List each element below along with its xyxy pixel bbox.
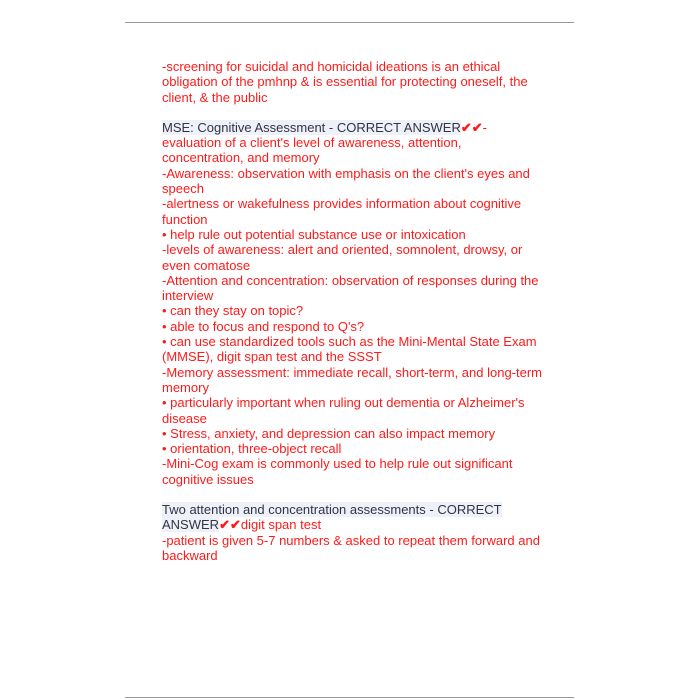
mse-answer-line: memory: [162, 379, 209, 395]
page-top-rule: [125, 22, 574, 23]
intro-line: client, & the public: [162, 89, 268, 105]
mse-answer-line: -alertness or wakefulness provides information about cognitive: [162, 196, 522, 212]
mse-answer-line: function: [162, 211, 208, 227]
mse-answer-line: -Attention and concentration: observation of responses during the: [162, 272, 539, 288]
mse-answer-line: disease: [162, 410, 207, 426]
mse-answer-line: • help rule out potential substance use or intoxication: [162, 226, 466, 242]
mse-answer-line: -Awareness: observation with emphasis on the client's eyes and: [162, 165, 530, 181]
document-body: [162, 59, 562, 578]
intro-paragraph: [162, 59, 562, 105]
mse-answer-line: even comatose: [162, 257, 251, 273]
mse-answer-line: concentration, and memory: [162, 150, 320, 166]
mse-answer-line: -Memory assessment: immediate recall, short-term, and long-term: [162, 364, 543, 380]
attention-question-line: [162, 502, 562, 517]
attention-question: Two attention and concentration assessments - CORRECT: [162, 502, 502, 518]
mse-answer-line: • able to focus and respond to Q's?: [162, 318, 365, 334]
mse-question-line: [162, 120, 562, 135]
checkmark-icon: ✔✔: [219, 517, 241, 533]
mse-answer-line: • particularly important when ruling out dementia or Alzheimer's: [162, 395, 525, 411]
mse-answer-line: cognitive issues: [162, 471, 254, 487]
mse-answer-line: -levels of awareness: alert and oriented, somnolent, drowsy, or: [162, 242, 523, 258]
intro-line: -screening for suicidal and homicidal ideations is an ethical: [162, 59, 501, 74]
mse-answer-line: • orientation, three-object recall: [162, 441, 342, 457]
mse-answer-line: (MMSE), digit span test and the SSST: [162, 349, 382, 365]
attention-question-line: [162, 517, 562, 532]
mse-answer-line: -Mini-Cog exam is commonly used to help rule out significant: [162, 456, 513, 472]
mse-qa-block: [162, 120, 562, 487]
mse-answer-line: • can they stay on topic?: [162, 303, 304, 319]
mse-answer-line: interview: [162, 288, 214, 304]
attention-question-end: ANSWER: [162, 517, 220, 533]
mse-answer-line: speech: [162, 181, 204, 197]
attention-answer-line: backward: [162, 547, 218, 563]
mse-answer-line: • can use standardized tools such as the Mini-Mental State Exam: [162, 334, 537, 350]
checkmark-icon: ✔✔: [460, 119, 483, 135]
mse-answer-line: • Stress, anxiety, and depression can also impact memory: [162, 425, 496, 441]
mse-answer-start: -: [482, 119, 487, 135]
attention-answer-line: -patient is given 5-7 numbers & asked to repeat them forward and: [162, 532, 540, 548]
mse-answer-line: evaluation of a client's level of awareness, attention,: [162, 135, 462, 151]
page-bottom-rule: [125, 697, 574, 698]
attention-answer-start: digit span test: [240, 517, 322, 533]
mse-question: MSE: Cognitive Assessment - CORRECT ANSWER: [162, 119, 461, 135]
intro-line: obligation of the pmhnp & is essential for protecting oneself, the: [162, 74, 528, 90]
attention-qa-block: [162, 502, 562, 563]
